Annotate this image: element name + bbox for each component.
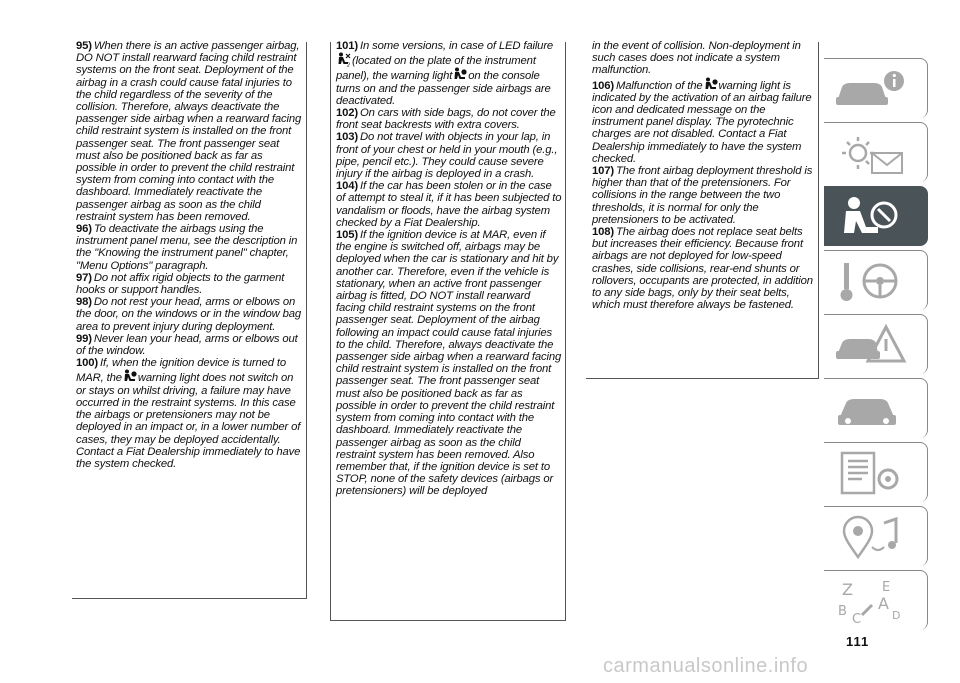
column-3	[592, 40, 814, 311]
note-102: 102) On cars with side bags, do not cover the front seat backrests with extra covers.	[336, 107, 556, 132]
tab-maintenance[interactable]	[824, 378, 928, 438]
svg-text:D: D	[892, 609, 901, 622]
dashboard-lights-icon	[834, 129, 910, 177]
note-95: 95) When there is an active passenger airbag, DO NOT install rearward facing child restraint systems on the front seat. Deployment of the airbag in a crash could cause fatal injuries to the child regardless of the severity of the collision. Therefore, always deactivate the passenger side airbag when a rearward facing child restraint system is installed on the front passenger seat. The front passenger seat must also be positioned back as far as possible in order to prevent the child restraint system from coming into contact with the dashboard. Immediately reactivate the passenger airbag as soon as the child restraint system has been removed.	[76, 40, 302, 223]
tab-starting-driving[interactable]	[824, 250, 928, 310]
note-104: 104) If the car has been stolen or in the case of attempt to steal it, if it has been subjected to vandalism or floods, have the airbag system checked by a Fiat Dealership.	[336, 180, 562, 229]
passenger-airbag-off-icon	[337, 52, 351, 67]
note-105-continued: in the event of collision. Non-deployment in such cases does not indicate a system malfunction.	[592, 40, 801, 77]
note-100: 100) If, when the ignition device is turned to MAR, the warning light does not switch on or stays on whilst driving, a failure may have occurred in the restraint systems. In this case the airbags or pretensioners may not be deployed in an impact or, in a lower number of cases, they may be deployed accidentally. Contact a Fiat Dealership immediately to have the system checked.	[76, 357, 301, 470]
tab-car-info[interactable]	[824, 58, 928, 118]
airbag-warning-icon	[453, 67, 467, 82]
warning-triangle-icon	[834, 321, 910, 369]
car-maintenance-icon	[834, 385, 910, 433]
note-107: 107) The front airbag deployment threshold is higher than that of the pretensioners. For collisions in the range between the two thresholds, it is normal for only the pretensioners to be activated.	[592, 165, 813, 226]
svg-text:B: B	[838, 604, 847, 619]
svg-text:2: 2	[347, 62, 351, 68]
watermark: carmanualsonline.info	[603, 655, 809, 677]
note-101: 101) In some versions, in case of LED failure 2 (located on the plate of the instrument panel), the warning light on the console turns on and the passenger side airbags are deactivated.	[336, 40, 554, 107]
note-106: 106) Malfunction of the warning light is indicated by the activation of an airbag failure icon and dedicated message on the instrument panel display. The pyrotechnic charges are not disabled. Contact a Fiat Dealership immediately to have the system checked.	[592, 77, 814, 165]
svg-text:C: C	[852, 612, 862, 625]
airbag-warning-icon	[123, 369, 137, 384]
note-105: 105) If the ignition device is at MAR, even if the engine is switched off, airbags may be deployed when the car is stationary and hit by another car. Therefore, even if the vehicle is stationary, when an active front passenger airbag is fitted, DO NOT install rearward facing child restraint systems on the front passenger seat. Deployment of the airbag following an impact could cause fatal injuries to the child. Therefore, always deactivate the passenger side airbag when a rearward facing child restraint system is installed on the front passenger seat. The front passenger seat must also be positioned back as far as possible in order to prevent the child restraint system from coming into contact with the dashboard. Immediately reactivate the passenger airbag as soon as the child restraint system has been removed. Also remember that, if the ignition device is set to STOP, none of the safety devices (airbags or pretensioners) will be deployed	[336, 229, 562, 498]
column-1	[76, 40, 302, 470]
tab-technical-data[interactable]	[824, 442, 928, 502]
note-97: 97) Do not affix rigid objects to the garment hooks or support handles.	[76, 271, 285, 297]
technical-data-icon	[834, 449, 910, 497]
note-103: 103) Do not travel with objects in your lap, in front of your chest or held in your mouth (e.g., pipe, pencil etc.). They could cause severe injury if the airbag is deployed in a crash.	[336, 131, 558, 181]
tab-emergency[interactable]	[824, 314, 928, 374]
tab-dashboard-lights[interactable]	[824, 122, 928, 182]
page-number: 111	[846, 634, 870, 649]
column-2	[336, 40, 562, 498]
note-99: 99) Never lean your head, arms or elbows out of the window.	[76, 332, 298, 358]
tab-multimedia[interactable]	[824, 506, 928, 566]
svg-text:Z: Z	[842, 580, 853, 599]
airbag-warning-icon	[704, 77, 718, 92]
airbag-safety-icon	[834, 193, 910, 241]
note-98: 98) Do not rest your head, arms or elbows on the door, on the windows or in the window bag area to prevent injury during deployment.	[76, 296, 301, 333]
tab-index[interactable]	[824, 570, 928, 630]
index-icon	[834, 577, 910, 625]
tab-airbag-safety[interactable]	[824, 186, 928, 246]
svg-text:E: E	[882, 580, 891, 595]
note-96: 96) To deactivate the airbags using the instrument panel menu, see the description in the "Knowing the instrument panel" chapter, "Menu Options" paragraph.	[76, 223, 298, 272]
svg-text:A: A	[878, 594, 889, 613]
car-info-icon	[834, 65, 910, 113]
note-108: 108) The airbag does not replace seat belts but increases their efficiency. Because front airbags are not deployed for low-speed crashes, side collisions, rear-end shunts or rollovers, occupants are protected, in addition to any side bags, only by their seat belts, which must therefore always be fastened.	[592, 226, 813, 312]
multimedia-icon	[834, 513, 910, 561]
key-steering-wheel-icon	[834, 257, 910, 305]
